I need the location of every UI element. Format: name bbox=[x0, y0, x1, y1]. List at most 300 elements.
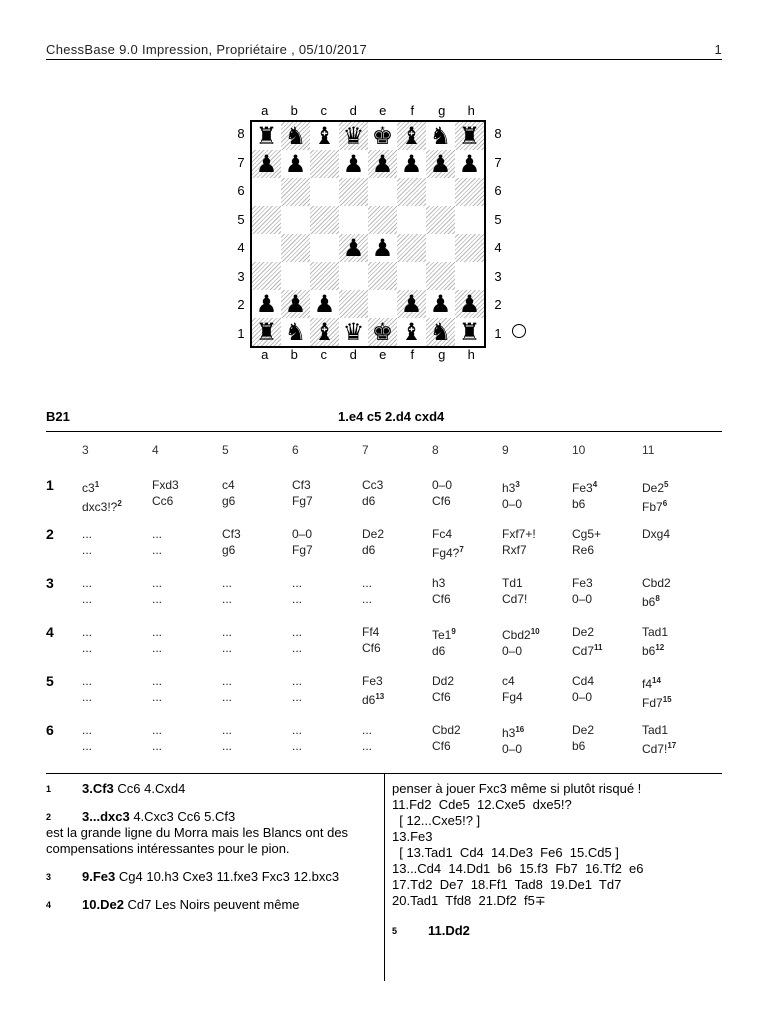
black-move: Cc6 bbox=[152, 494, 174, 508]
square-a2 bbox=[252, 290, 281, 318]
file-labels-bottom bbox=[250, 347, 486, 362]
white-bishop-icon: ♝ bbox=[400, 318, 423, 346]
white-move: Cd4 bbox=[572, 674, 595, 688]
white-move: Fe3 bbox=[572, 576, 593, 590]
white-move: 0–0 bbox=[292, 527, 313, 541]
table-cell bbox=[362, 673, 384, 708]
note-5-number: 5 bbox=[392, 926, 398, 936]
move-number-6: 6 bbox=[292, 443, 299, 457]
black-knight-icon: ♞ bbox=[429, 122, 452, 150]
file-label-c: c bbox=[320, 103, 327, 118]
table-cell bbox=[152, 526, 162, 558]
footnote-ref: 6 bbox=[662, 499, 668, 508]
square-e5 bbox=[368, 206, 397, 234]
table-cell bbox=[432, 624, 456, 659]
square-a7 bbox=[252, 150, 281, 178]
black-move: Cf6 bbox=[432, 690, 451, 704]
black-move: ... bbox=[152, 739, 163, 753]
black-knight-icon: ♞ bbox=[284, 122, 307, 150]
black-move: Fg4 bbox=[502, 690, 523, 704]
black-pawn-icon: ♟ bbox=[429, 150, 452, 178]
white-move: ... bbox=[152, 625, 163, 639]
square-f4 bbox=[397, 234, 426, 262]
square-d3 bbox=[339, 262, 368, 290]
white-move: c4 bbox=[222, 478, 235, 492]
rank-label-4: 4 bbox=[494, 240, 502, 255]
black-move: $Fb7^6$ bbox=[642, 499, 668, 514]
square-f7 bbox=[397, 150, 426, 178]
white-move: Tad1 bbox=[642, 723, 669, 737]
rank-label-1: 1 bbox=[237, 325, 245, 341]
square-g5 bbox=[426, 206, 455, 234]
white-move: ... bbox=[82, 527, 93, 541]
table-cell bbox=[642, 624, 668, 659]
square-c2 bbox=[310, 290, 339, 318]
move-number-9: 9 bbox=[502, 443, 509, 457]
white-move: Fc4 bbox=[432, 527, 453, 541]
file-label-b: b bbox=[290, 347, 298, 362]
footnote-ref: 12 bbox=[655, 643, 665, 652]
note-head: 10.De2 bbox=[82, 897, 124, 912]
move-number-4: 4 bbox=[152, 443, 159, 457]
table-cell bbox=[502, 722, 524, 757]
table-cell bbox=[292, 624, 302, 656]
white-move: h3 bbox=[432, 576, 446, 590]
square-e4 bbox=[368, 234, 397, 262]
white-move: $Cbd2^{10}$ bbox=[502, 627, 540, 642]
square-f6 bbox=[397, 178, 426, 206]
white-pawn-icon: ♟ bbox=[255, 290, 278, 318]
square-h3 bbox=[455, 262, 484, 290]
square-e1 bbox=[368, 318, 397, 346]
black-move: g6 bbox=[222, 543, 236, 557]
white-queen-icon: ♛ bbox=[342, 318, 365, 346]
table-cell bbox=[292, 477, 313, 509]
file-label-e: e bbox=[379, 103, 387, 118]
table-cell bbox=[572, 575, 593, 607]
note-extra: est la grande ligne du Morra mais les Blancs ont des compensations intéressantes pour le pion. bbox=[46, 825, 349, 856]
row-number-4: 4 bbox=[46, 624, 54, 640]
table-cell bbox=[152, 722, 162, 754]
black-move: Cd7! bbox=[502, 592, 528, 606]
move-number-5: 5 bbox=[222, 443, 229, 457]
white-move: Cbd2 bbox=[432, 723, 461, 737]
square-d6 bbox=[339, 178, 368, 206]
table-cell bbox=[152, 624, 162, 656]
square-h2 bbox=[455, 290, 484, 318]
black-pawn-icon: ♟ bbox=[458, 150, 481, 178]
black-move: ... bbox=[82, 543, 93, 557]
row-number-6: 6 bbox=[46, 722, 54, 738]
square-d2 bbox=[339, 290, 368, 318]
rank-label-7: 7 bbox=[237, 154, 245, 170]
black-move: 0–0 bbox=[502, 644, 523, 658]
white-move: Ff4 bbox=[362, 625, 380, 639]
table-top-rule bbox=[46, 431, 722, 432]
white-move: ... bbox=[292, 674, 303, 688]
black-rook-icon: ♜ bbox=[458, 122, 481, 150]
black-move: ... bbox=[292, 592, 303, 606]
black-queen-icon: ♛ bbox=[342, 122, 365, 150]
white-move: $De2^5$ bbox=[642, 480, 669, 495]
white-move: Cbd2 bbox=[642, 576, 671, 590]
footnote-ref: 13 bbox=[375, 692, 385, 701]
white-pawn-icon: ♟ bbox=[429, 290, 452, 318]
table-cell bbox=[82, 673, 92, 705]
black-move: 0–0 bbox=[572, 592, 593, 606]
note-number: 2 bbox=[46, 812, 52, 822]
square-b4 bbox=[281, 234, 310, 262]
table-cell bbox=[292, 575, 302, 607]
square-a1 bbox=[252, 318, 281, 346]
footnote-ref: 14 bbox=[652, 676, 661, 685]
square-f5 bbox=[397, 206, 426, 234]
white-move: 0–0 bbox=[432, 478, 453, 492]
square-e7 bbox=[368, 150, 397, 178]
row-number-5: 5 bbox=[46, 673, 54, 689]
footnote-ref: 3 bbox=[515, 480, 520, 489]
note-2 bbox=[46, 809, 362, 857]
black-move: Fg7 bbox=[292, 494, 313, 508]
file-label-a: a bbox=[261, 103, 269, 118]
square-d8 bbox=[339, 122, 368, 150]
rank-label-8: 8 bbox=[494, 126, 502, 141]
square-h5 bbox=[455, 206, 484, 234]
white-move: ... bbox=[222, 674, 233, 688]
white-move: ... bbox=[152, 576, 163, 590]
rank-label-7: 7 bbox=[494, 154, 502, 170]
table-cell bbox=[362, 722, 372, 754]
black-move: ... bbox=[82, 690, 93, 704]
footnote-ref: 11 bbox=[594, 643, 603, 652]
header-title: ChessBase 9.0 Impression, Propriétaire , 05/10/2017 bbox=[46, 42, 367, 57]
file-label-h: h bbox=[467, 347, 475, 362]
move-number-11: 11 bbox=[642, 443, 655, 457]
white-pawn-icon: ♟ bbox=[284, 290, 307, 318]
black-move: Fg7 bbox=[292, 543, 313, 557]
table-cell bbox=[222, 673, 232, 705]
table-cell bbox=[502, 477, 522, 512]
table-cell bbox=[502, 673, 523, 705]
move-number-3: 3 bbox=[82, 443, 89, 457]
black-move: 0–0 bbox=[572, 690, 593, 704]
square-h6 bbox=[455, 178, 484, 206]
note-number: 4 bbox=[46, 900, 52, 910]
white-move: $Fe3^4$ bbox=[572, 480, 598, 495]
black-pawn-icon: ♟ bbox=[371, 150, 394, 178]
square-b6 bbox=[281, 178, 310, 206]
notes-left-column bbox=[46, 781, 362, 925]
white-move: ... bbox=[152, 674, 163, 688]
note-line: 11.Fd2 Cde5 12.Cxe5 dxe5!? bbox=[392, 797, 572, 812]
note-text: Cc6 4.Cxd4 bbox=[117, 781, 186, 796]
square-h1 bbox=[455, 318, 484, 346]
square-f2 bbox=[397, 290, 426, 318]
black-move: ... bbox=[152, 690, 163, 704]
square-b7 bbox=[281, 150, 310, 178]
table-cell bbox=[222, 526, 241, 558]
square-d5 bbox=[339, 206, 368, 234]
table-cell bbox=[222, 477, 235, 509]
square-b3 bbox=[281, 262, 310, 290]
black-move: $Fd7^{15}$ bbox=[642, 695, 672, 710]
note-text: Cg4 10.h3 Cxe3 11.fxe3 Fxc3 12.bxc3 bbox=[118, 869, 340, 884]
square-f3 bbox=[397, 262, 426, 290]
square-a6 bbox=[252, 178, 281, 206]
table-cell bbox=[292, 526, 313, 558]
note-5 bbox=[392, 923, 722, 939]
square-g2 bbox=[426, 290, 455, 318]
white-king-icon: ♚ bbox=[371, 318, 394, 346]
black-move: ... bbox=[222, 592, 233, 606]
black-pawn-icon: ♟ bbox=[255, 150, 278, 178]
file-label-d: d bbox=[349, 103, 357, 118]
move-number-10: 10 bbox=[572, 443, 586, 457]
square-a3 bbox=[252, 262, 281, 290]
file-label-f: f bbox=[410, 347, 415, 362]
rank-label-3: 3 bbox=[237, 268, 245, 284]
white-move: ... bbox=[222, 576, 233, 590]
note-line: penser à jouer Fxc3 même si plutôt risqué ! bbox=[392, 781, 642, 796]
footnote-ref: 15 bbox=[662, 695, 672, 704]
black-move: Rxf7 bbox=[502, 543, 527, 557]
note-head: 3...dxc3 bbox=[82, 809, 130, 824]
white-move: Td1 bbox=[502, 576, 523, 590]
table-cell bbox=[82, 477, 122, 515]
white-move: ... bbox=[292, 625, 303, 639]
black-move: Cd7!$^{17}$ bbox=[642, 741, 677, 756]
eco-code: B21 bbox=[46, 409, 70, 424]
square-c3 bbox=[310, 262, 339, 290]
white-pawn-icon: ♟ bbox=[313, 290, 336, 318]
square-d1 bbox=[339, 318, 368, 346]
table-cell bbox=[432, 526, 464, 561]
table-cell bbox=[222, 722, 232, 754]
note-line: [ 12...Cxe5!? ] bbox=[392, 813, 481, 828]
note-head: 3.Cf3 bbox=[82, 781, 114, 796]
table-cell bbox=[222, 624, 232, 656]
table-cell bbox=[82, 722, 92, 754]
black-move: ... bbox=[222, 739, 233, 753]
rank-label-4: 4 bbox=[237, 240, 245, 255]
square-c6 bbox=[310, 178, 339, 206]
black-move: Cf6 bbox=[362, 641, 381, 655]
black-bishop-icon: ♝ bbox=[313, 122, 336, 150]
chess-board bbox=[250, 120, 486, 348]
black-bishop-icon: ♝ bbox=[400, 122, 423, 150]
white-move: ... bbox=[222, 625, 233, 639]
white-move: Cg5+ bbox=[572, 527, 602, 541]
white-move: $f4^{14}$ bbox=[642, 676, 661, 691]
table-cell bbox=[292, 722, 302, 754]
file-label-b: b bbox=[290, 103, 298, 118]
move-number-8: 8 bbox=[432, 443, 439, 457]
footnote-ref: 2 bbox=[117, 499, 122, 508]
white-move: Fxf7+! bbox=[502, 527, 536, 541]
white-move: Fe3 bbox=[362, 674, 383, 688]
white-move: Tad1 bbox=[642, 625, 669, 639]
square-a4 bbox=[252, 234, 281, 262]
black-move: 0–0 bbox=[502, 497, 523, 511]
row-number-2: 2 bbox=[46, 526, 54, 542]
black-move: ... bbox=[222, 690, 233, 704]
square-b8 bbox=[281, 122, 310, 150]
square-a5 bbox=[252, 206, 281, 234]
black-move: b6 bbox=[572, 739, 586, 753]
black-move: ... bbox=[222, 641, 233, 655]
white-knight-icon: ♞ bbox=[284, 318, 307, 346]
table-cell bbox=[152, 575, 162, 607]
table-cell bbox=[572, 526, 601, 558]
white-move: Cf3 bbox=[222, 527, 241, 541]
white-move: De2 bbox=[362, 527, 385, 541]
footnote-ref: 16 bbox=[515, 725, 525, 734]
table-cell bbox=[432, 722, 461, 754]
rank-label-3: 3 bbox=[494, 268, 502, 284]
black-move: Re6 bbox=[572, 543, 595, 557]
header-rule bbox=[46, 59, 722, 60]
file-label-f: f bbox=[410, 103, 415, 118]
table-cell bbox=[642, 526, 670, 542]
table-cell bbox=[572, 673, 594, 705]
table-cell bbox=[432, 575, 451, 607]
file-label-a: a bbox=[261, 347, 269, 362]
white-pawn-icon: ♟ bbox=[400, 290, 423, 318]
square-c4 bbox=[310, 234, 339, 262]
table-cell bbox=[152, 477, 179, 509]
note-4 bbox=[46, 897, 362, 913]
white-move: ... bbox=[222, 723, 233, 737]
white-move: De2 bbox=[572, 723, 595, 737]
white-to-move-circle-icon bbox=[512, 324, 526, 338]
table-cell bbox=[82, 526, 92, 558]
note-line: [ 13.Tad1 Cd4 14.De3 Fe6 15.Cd5 ] bbox=[392, 845, 619, 860]
white-knight-icon: ♞ bbox=[429, 318, 452, 346]
rank-label-2: 2 bbox=[494, 297, 502, 312]
white-move: ... bbox=[152, 723, 163, 737]
black-move: $b6^8$ bbox=[642, 594, 660, 609]
table-cell bbox=[502, 624, 540, 659]
file-label-c: c bbox=[320, 347, 327, 362]
square-h8 bbox=[455, 122, 484, 150]
table-cell bbox=[642, 477, 668, 515]
table-cell bbox=[642, 673, 672, 711]
square-h7 bbox=[455, 150, 484, 178]
table-cell bbox=[362, 575, 372, 607]
white-move: ... bbox=[152, 527, 163, 541]
black-move: ... bbox=[82, 641, 93, 655]
black-move: Cf6 bbox=[432, 739, 451, 753]
rank-label-5: 5 bbox=[494, 211, 502, 227]
table-cell bbox=[362, 624, 381, 656]
black-move: ... bbox=[82, 592, 93, 606]
square-g1 bbox=[426, 318, 455, 346]
file-label-g: g bbox=[438, 347, 446, 362]
black-rook-icon: ♜ bbox=[255, 122, 278, 150]
white-move: ... bbox=[82, 576, 93, 590]
black-pawn-icon: ♟ bbox=[342, 150, 365, 178]
black-move: ... bbox=[292, 641, 303, 655]
square-e3 bbox=[368, 262, 397, 290]
file-label-e: e bbox=[379, 347, 387, 362]
black-move: $Cd7^{11}$ bbox=[572, 643, 603, 658]
note-number: 3 bbox=[46, 872, 52, 882]
white-move: $Te1^9$ bbox=[432, 627, 456, 642]
square-e2 bbox=[368, 290, 397, 318]
footnote-ref: 9 bbox=[451, 627, 456, 636]
footnote-ref: 17 bbox=[667, 741, 677, 750]
square-b1 bbox=[281, 318, 310, 346]
white-move: Fxd3 bbox=[152, 478, 179, 492]
white-pawn-icon: ♟ bbox=[458, 290, 481, 318]
rank-label-8: 8 bbox=[237, 126, 245, 141]
table-cell bbox=[572, 624, 602, 659]
black-move: ... bbox=[152, 641, 163, 655]
rank-label-2: 2 bbox=[237, 297, 245, 312]
note-3 bbox=[46, 869, 362, 885]
black-pawn-icon: ♟ bbox=[284, 150, 307, 178]
black-pawn-icon: ♟ bbox=[400, 150, 423, 178]
footnote-ref: 1 bbox=[94, 480, 100, 489]
note-number: 1 bbox=[46, 784, 52, 794]
black-move: g6 bbox=[222, 494, 236, 508]
white-move: ... bbox=[362, 576, 373, 590]
black-move: dxc3!?$^2$ bbox=[82, 499, 122, 514]
table-cell bbox=[572, 477, 597, 512]
square-b2 bbox=[281, 290, 310, 318]
black-move: $b6^{12}$ bbox=[642, 643, 665, 658]
rank-label-5: 5 bbox=[237, 211, 245, 227]
note-line: 13...Cd4 14.Dd1 b6 15.f3 Fb7 16.Tf2 e6 bbox=[392, 861, 644, 876]
black-move: b6 bbox=[572, 497, 586, 511]
footnote-ref: 5 bbox=[664, 480, 669, 489]
square-e8 bbox=[368, 122, 397, 150]
black-move: Cf6 bbox=[432, 592, 451, 606]
table-cell bbox=[362, 477, 383, 509]
square-f8 bbox=[397, 122, 426, 150]
black-king-icon: ♚ bbox=[371, 122, 394, 150]
rank-labels-left bbox=[234, 120, 248, 348]
white-move: ... bbox=[292, 723, 303, 737]
black-move: ... bbox=[82, 739, 93, 753]
square-f1 bbox=[397, 318, 426, 346]
white-rook-icon: ♜ bbox=[458, 318, 481, 346]
white-move: ... bbox=[362, 723, 373, 737]
notes-right-column bbox=[392, 781, 722, 951]
table-cell bbox=[82, 624, 92, 656]
file-label-d: d bbox=[349, 347, 357, 362]
square-g6 bbox=[426, 178, 455, 206]
black-move: d6 bbox=[432, 644, 446, 658]
white-move: De2 bbox=[572, 625, 595, 639]
table-cell bbox=[432, 673, 454, 705]
black-move: ... bbox=[292, 690, 303, 704]
table-cell bbox=[292, 673, 302, 705]
table-cell bbox=[572, 722, 594, 754]
header-bar bbox=[46, 42, 722, 57]
black-move: 0–0 bbox=[502, 742, 523, 756]
rank-label-6: 6 bbox=[494, 183, 502, 198]
white-move: Cc3 bbox=[362, 478, 384, 492]
white-move: ... bbox=[292, 576, 303, 590]
square-g8 bbox=[426, 122, 455, 150]
square-a8 bbox=[252, 122, 281, 150]
note-line: 13.Fe3 bbox=[392, 829, 433, 844]
file-labels-top bbox=[250, 103, 486, 118]
row-number-3: 3 bbox=[46, 575, 54, 591]
notes-column-divider bbox=[384, 773, 385, 981]
black-pawn-icon: ♟ bbox=[342, 234, 365, 262]
